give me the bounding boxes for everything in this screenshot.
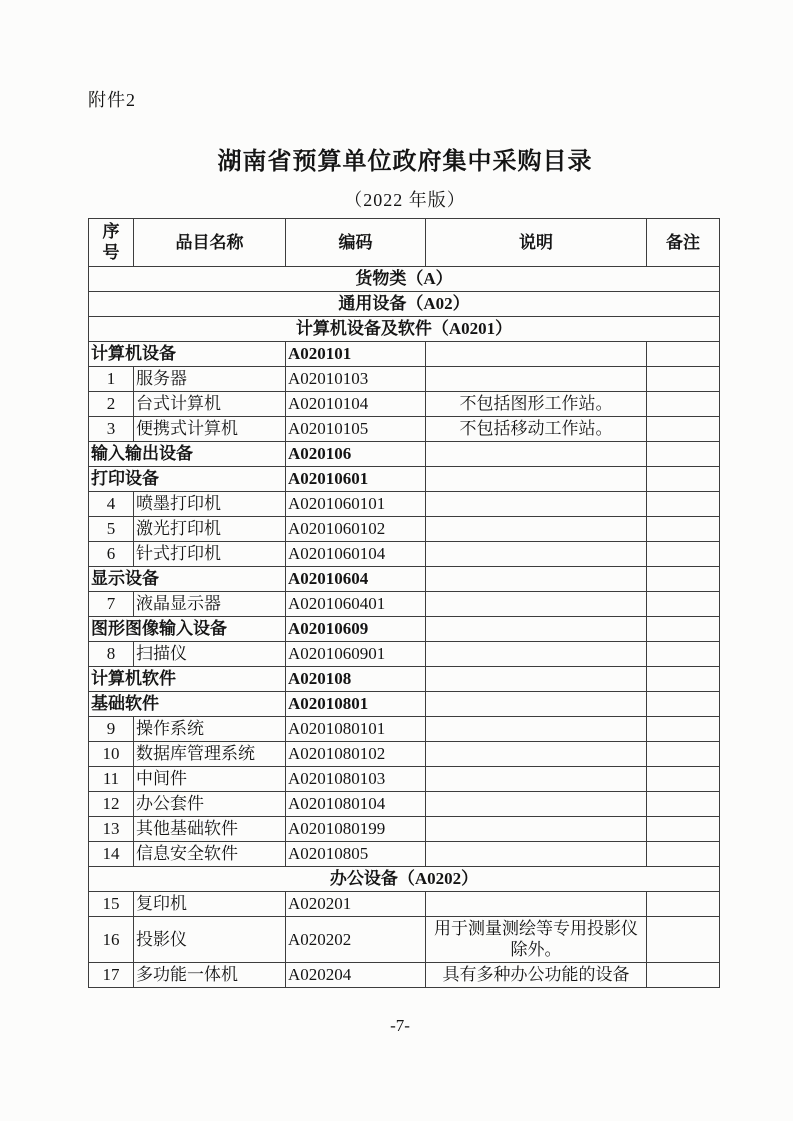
attachment-label: 附件2 <box>88 90 136 110</box>
section-header-cell: 办公设备（A0202） <box>89 867 720 892</box>
table-row-section <box>89 317 720 342</box>
table-row-item <box>89 367 720 392</box>
table-row-item <box>89 492 720 517</box>
category-code-cell: A02010601 <box>286 467 426 492</box>
category-code-cell: A020108 <box>286 667 426 692</box>
item-code-cell: A0201060104 <box>286 542 426 567</box>
remark-cell <box>647 492 720 517</box>
category-code-cell: A020106 <box>286 442 426 467</box>
item-code-cell: A0201060102 <box>286 517 426 542</box>
description-cell <box>426 667 647 692</box>
remark-cell <box>647 892 720 917</box>
item-code-cell: A0201080104 <box>286 792 426 817</box>
item-name-cell: 液晶显示器 <box>134 592 286 617</box>
remark-cell <box>647 617 720 642</box>
catalog-table-body <box>89 267 720 988</box>
item-no-cell: 12 <box>89 792 134 817</box>
description-cell: 具有多种办公功能的设备 <box>426 962 647 987</box>
section-header-cell: 通用设备（A02） <box>89 292 720 317</box>
category-code-cell: A02010604 <box>286 567 426 592</box>
document-subtitle: （2022 年版） <box>344 190 466 210</box>
remark-cell <box>647 792 720 817</box>
page-number: -7- <box>390 1016 410 1035</box>
item-name-cell: 台式计算机 <box>134 392 286 417</box>
description-cell <box>426 892 647 917</box>
remark-cell <box>647 717 720 742</box>
item-name-cell: 服务器 <box>134 367 286 392</box>
description-cell <box>426 467 647 492</box>
table-row-section <box>89 292 720 317</box>
item-code-cell: A02010805 <box>286 842 426 867</box>
description-cell <box>426 767 647 792</box>
table-row-item <box>89 792 720 817</box>
remark-cell <box>647 642 720 667</box>
table-row-category <box>89 467 720 492</box>
remark-cell <box>647 962 720 987</box>
table-row-category <box>89 617 720 642</box>
remark-cell <box>647 917 720 963</box>
description-cell <box>426 592 647 617</box>
item-code-cell: A0201080101 <box>286 717 426 742</box>
description-cell <box>426 617 647 642</box>
item-name-cell: 其他基础软件 <box>134 817 286 842</box>
remark-cell <box>647 567 720 592</box>
description-cell <box>426 692 647 717</box>
item-no-cell: 15 <box>89 892 134 917</box>
item-no-cell: 8 <box>89 642 134 667</box>
description-cell <box>426 842 647 867</box>
remark-cell <box>647 817 720 842</box>
table-row-item <box>89 592 720 617</box>
item-name-cell: 投影仪 <box>134 917 286 963</box>
item-name-cell: 喷墨打印机 <box>134 492 286 517</box>
description-cell: 用于测量测绘等专用投影仪除外。 <box>426 917 647 963</box>
category-name-cell: 基础软件 <box>89 692 286 717</box>
item-no-cell: 17 <box>89 962 134 987</box>
item-no-cell: 11 <box>89 767 134 792</box>
item-no-cell: 5 <box>89 517 134 542</box>
remark-cell <box>647 667 720 692</box>
remark-cell <box>647 417 720 442</box>
remark-cell <box>647 342 720 367</box>
section-header-cell: 计算机设备及软件（A0201） <box>89 317 720 342</box>
item-no-cell: 2 <box>89 392 134 417</box>
table-row-category <box>89 342 720 367</box>
description-cell: 不包括移动工作站。 <box>426 417 647 442</box>
table-row-item <box>89 417 720 442</box>
table-row-item <box>89 962 720 987</box>
description-cell <box>426 742 647 767</box>
remark-cell <box>647 742 720 767</box>
category-code-cell: A02010801 <box>286 692 426 717</box>
col-header-name: 品目名称 <box>134 219 286 267</box>
description-cell <box>426 542 647 567</box>
description-cell <box>426 517 647 542</box>
col-header-description: 说明 <box>426 219 647 267</box>
table-row-category <box>89 442 720 467</box>
description-cell <box>426 817 647 842</box>
table-row-section <box>89 267 720 292</box>
item-no-cell: 16 <box>89 917 134 963</box>
item-name-cell: 中间件 <box>134 767 286 792</box>
table-row-item <box>89 917 720 963</box>
item-name-cell: 便携式计算机 <box>134 417 286 442</box>
table-row-item <box>89 642 720 667</box>
item-name-cell: 信息安全软件 <box>134 842 286 867</box>
item-no-cell: 9 <box>89 717 134 742</box>
description-cell <box>426 567 647 592</box>
table-row-item <box>89 767 720 792</box>
item-name-cell: 多功能一体机 <box>134 962 286 987</box>
procurement-table <box>88 218 720 988</box>
table-row-category <box>89 692 720 717</box>
table-row-item <box>89 717 720 742</box>
section-header-cell: 货物类（A） <box>89 267 720 292</box>
remark-cell <box>647 842 720 867</box>
item-code-cell: A020204 <box>286 962 426 987</box>
table-row-item <box>89 892 720 917</box>
category-name-cell: 计算机设备 <box>89 342 286 367</box>
item-code-cell: A02010103 <box>286 367 426 392</box>
category-name-cell: 图形图像输入设备 <box>89 617 286 642</box>
item-code-cell: A0201080103 <box>286 767 426 792</box>
item-name-cell: 复印机 <box>134 892 286 917</box>
description-cell <box>426 642 647 667</box>
col-header-no <box>89 219 134 267</box>
item-code-cell: A0201080199 <box>286 817 426 842</box>
item-code-cell: A0201060101 <box>286 492 426 517</box>
category-name-cell: 打印设备 <box>89 467 286 492</box>
item-code-cell: A0201060901 <box>286 642 426 667</box>
item-code-cell: A0201080102 <box>286 742 426 767</box>
item-no-cell: 6 <box>89 542 134 567</box>
remark-cell <box>647 692 720 717</box>
item-no-cell: 14 <box>89 842 134 867</box>
item-no-cell: 10 <box>89 742 134 767</box>
item-no-cell: 7 <box>89 592 134 617</box>
table-header-row <box>89 219 720 267</box>
description-cell <box>426 717 647 742</box>
item-no-cell: 4 <box>89 492 134 517</box>
item-code-cell: A020202 <box>286 917 426 963</box>
remark-cell <box>647 592 720 617</box>
col-header-no-label: 序号 <box>102 222 120 262</box>
table-row-item <box>89 742 720 767</box>
remark-cell <box>647 467 720 492</box>
document-title: 湖南省预算单位政府集中采购目录 <box>217 149 593 175</box>
category-name-cell: 计算机软件 <box>89 667 286 692</box>
item-name-cell: 办公套件 <box>134 792 286 817</box>
item-no-cell: 3 <box>89 417 134 442</box>
item-no-cell: 1 <box>89 367 134 392</box>
description-cell <box>426 367 647 392</box>
remark-cell <box>647 767 720 792</box>
category-name-cell: 输入输出设备 <box>89 442 286 467</box>
item-name-cell: 扫描仪 <box>134 642 286 667</box>
remark-cell <box>647 517 720 542</box>
table-row-category <box>89 567 720 592</box>
item-name-cell: 数据库管理系统 <box>134 742 286 767</box>
table-row-item <box>89 817 720 842</box>
table-row-item <box>89 542 720 567</box>
description-cell <box>426 792 647 817</box>
description-cell <box>426 492 647 517</box>
item-name-cell: 激光打印机 <box>134 517 286 542</box>
description-cell: 不包括图形工作站。 <box>426 392 647 417</box>
col-header-code: 编码 <box>286 219 426 267</box>
item-code-cell: A02010104 <box>286 392 426 417</box>
description-cell <box>426 442 647 467</box>
table-row-item <box>89 517 720 542</box>
category-name-cell: 显示设备 <box>89 567 286 592</box>
table-row-category <box>89 667 720 692</box>
item-name-cell: 针式打印机 <box>134 542 286 567</box>
col-header-remark: 备注 <box>647 219 720 267</box>
description-cell <box>426 342 647 367</box>
item-name-cell: 操作系统 <box>134 717 286 742</box>
item-code-cell: A0201060401 <box>286 592 426 617</box>
remark-cell <box>647 367 720 392</box>
remark-cell <box>647 542 720 567</box>
table-row-item <box>89 392 720 417</box>
category-code-cell: A020101 <box>286 342 426 367</box>
item-code-cell: A020201 <box>286 892 426 917</box>
table-row-section <box>89 867 720 892</box>
category-code-cell: A02010609 <box>286 617 426 642</box>
remark-cell <box>647 442 720 467</box>
item-no-cell: 13 <box>89 817 134 842</box>
table-row-item <box>89 842 720 867</box>
item-code-cell: A02010105 <box>286 417 426 442</box>
remark-cell <box>647 392 720 417</box>
